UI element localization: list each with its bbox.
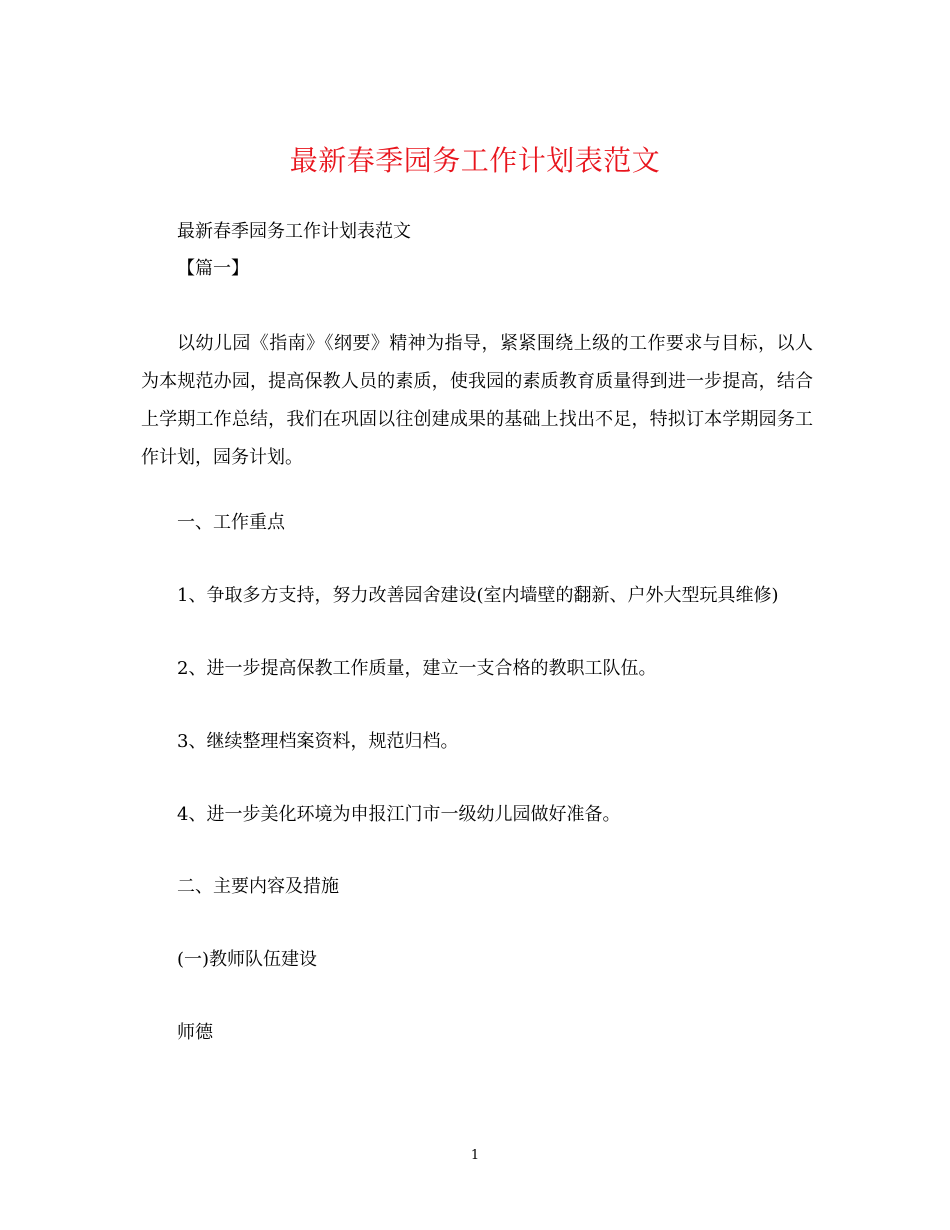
intro-paragraph: 以幼儿园《指南》《纲要》精神为指导，紧紧围绕上级的工作要求与目标，以人为本规范办园，提高保教人员的素质，使我园的素质教育质量得到进一步提高，结合上学期工作总结，我们在巩固以往创建成果的基础上找出不足，特拟订本学期园务工作计划，园务计划。 bbox=[141, 333, 813, 468]
paragraph-fragment: 师德 bbox=[177, 1022, 213, 1043]
list-item: 1、争取多方支持，努力改善园舍建设(室内墙壁的翻新、户外大型玩具维修) bbox=[177, 585, 779, 606]
heading-work-focus: 一、工作重点 bbox=[177, 512, 285, 533]
document-title: 最新春季园务工作计划表范文 bbox=[289, 144, 661, 177]
list-item: 4、进一步美化环境为申报江门市一级幼儿园做好准备。 bbox=[177, 804, 621, 825]
section-label: 【篇一】 bbox=[177, 258, 249, 279]
list-item: 2、进一步提高保教工作质量，建立一支合格的教职工队伍。 bbox=[177, 658, 657, 679]
page-number: 1 bbox=[470, 1148, 480, 1163]
list-item: 3、继续整理档案资料，规范归档。 bbox=[177, 731, 459, 752]
subheading-teacher-team: (一)教师队伍建设 bbox=[177, 949, 318, 970]
document-subtitle: 最新春季园务工作计划表范文 bbox=[177, 221, 411, 242]
heading-main-content: 二、主要内容及措施 bbox=[177, 876, 339, 897]
